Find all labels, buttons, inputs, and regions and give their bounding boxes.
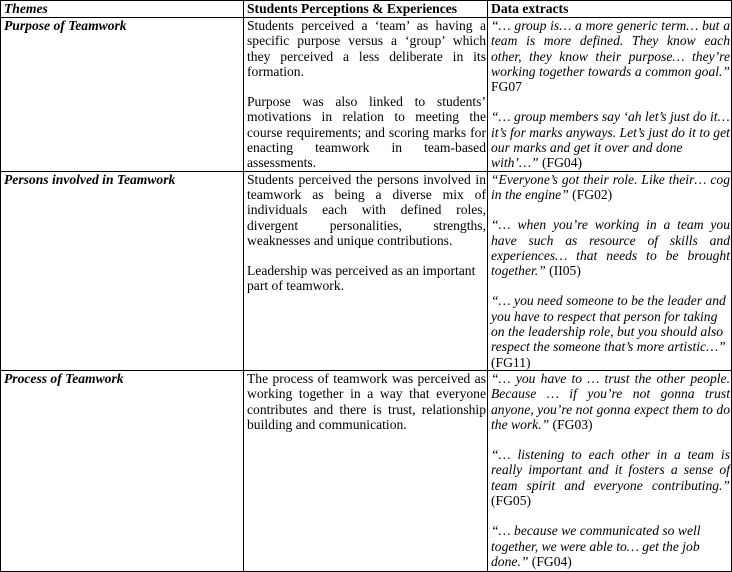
- extract-paragraph: [491, 18, 730, 94]
- theme-purpose: Purpose of Teamwork: [1, 18, 244, 172]
- perception-paragraph: Purpose was also linked to students’ motivations in relation to meeting the course requirements; and scoring marks for enacting teamwork in team-based assessments.: [247, 94, 486, 171]
- extract-paragraph: [491, 293, 730, 369]
- perception-paragraph: Leadership was perceived as an important part of teamwork.: [247, 263, 476, 294]
- extracts-purpose: [488, 18, 732, 172]
- extract-paragraph: [491, 172, 730, 203]
- extract-paragraph: [491, 109, 730, 170]
- extract-quote: “… group is… a more generic term… but a team is more defined. They know each other, they know their purpose… they’re working together towards a common goal.”: [491, 18, 730, 79]
- extracts-process: [488, 370, 732, 571]
- extract-code: (FG05): [491, 493, 532, 509]
- header-extracts: Data extracts: [488, 1, 732, 18]
- table-row: [1, 171, 732, 370]
- header-perceptions: Students Perceptions & Experiences: [244, 1, 488, 18]
- extract-code: (FG03): [549, 416, 593, 432]
- table-row: [1, 370, 732, 571]
- table-header-row: [1, 1, 732, 18]
- perception-paragraph: Students perceived a ‘team’ as having a specific purpose versus a ‘group’ which they perceived a less deliberate in its formation.: [247, 18, 486, 79]
- perceptions-persons: [244, 171, 488, 370]
- table-row: [1, 18, 732, 172]
- extract-paragraph: [491, 371, 730, 432]
- extract-quote: “… when you’re working in a team you have such as resource of skills and experiences… that needs to be brought together.”: [491, 217, 730, 279]
- extract-code: (FG11): [491, 354, 531, 370]
- extract-code: (FG04): [538, 155, 583, 171]
- extract-quote: “… group members say ‘ah let’s just do it… it’s for marks anyways. Let’s just do it to get our marks and get it over and done with’…”: [491, 109, 730, 171]
- extract-quote: “… you have to … trust the other people. Because … if you’re not gonna trust anyone, you’re not gonna expect them to do the work.”: [491, 370, 730, 432]
- perception-paragraph: Students perceived the persons involved in teamwork as being a diverse mix of individuals each with defined roles, divergent personalities, strengths, weaknesses and unique contributions.: [247, 171, 486, 248]
- extract-code: FG07: [491, 79, 522, 95]
- extract-code: (II05): [545, 263, 581, 279]
- perceptions-purpose: [244, 18, 488, 172]
- extract-quote: “Everyone’s got their role. Like their… cog in the engine”: [491, 171, 730, 202]
- extract-quote: “… because we communicated so well together, we were able to… get the job done.”: [491, 523, 701, 569]
- extract-code: (FG02): [568, 186, 613, 202]
- extracts-persons: [488, 171, 732, 370]
- extract-paragraph: [491, 217, 730, 278]
- perception-paragraph: The process of teamwork was perceived as working together in a way that everyone contributes and there is trust, relationship building and communication.: [247, 370, 486, 432]
- theme-persons: Persons involved in Teamwork: [1, 171, 244, 370]
- header-themes: Themes: [1, 1, 244, 18]
- extract-paragraph: [491, 523, 730, 569]
- theme-process: Process of Teamwork: [1, 370, 244, 571]
- extract-paragraph: [491, 447, 730, 508]
- perceptions-process: [244, 370, 488, 571]
- extract-quote: “… listening to each other in a team is really important and it fosters a sense of team spirit and everyone contributing.”: [491, 447, 730, 493]
- extract-code: (FG04): [528, 553, 572, 569]
- extract-quote: “… you need someone to be the leader and you have to respect that person for taking on the leadership role, but you should also respect the someone that’s more artistic…”: [491, 293, 726, 355]
